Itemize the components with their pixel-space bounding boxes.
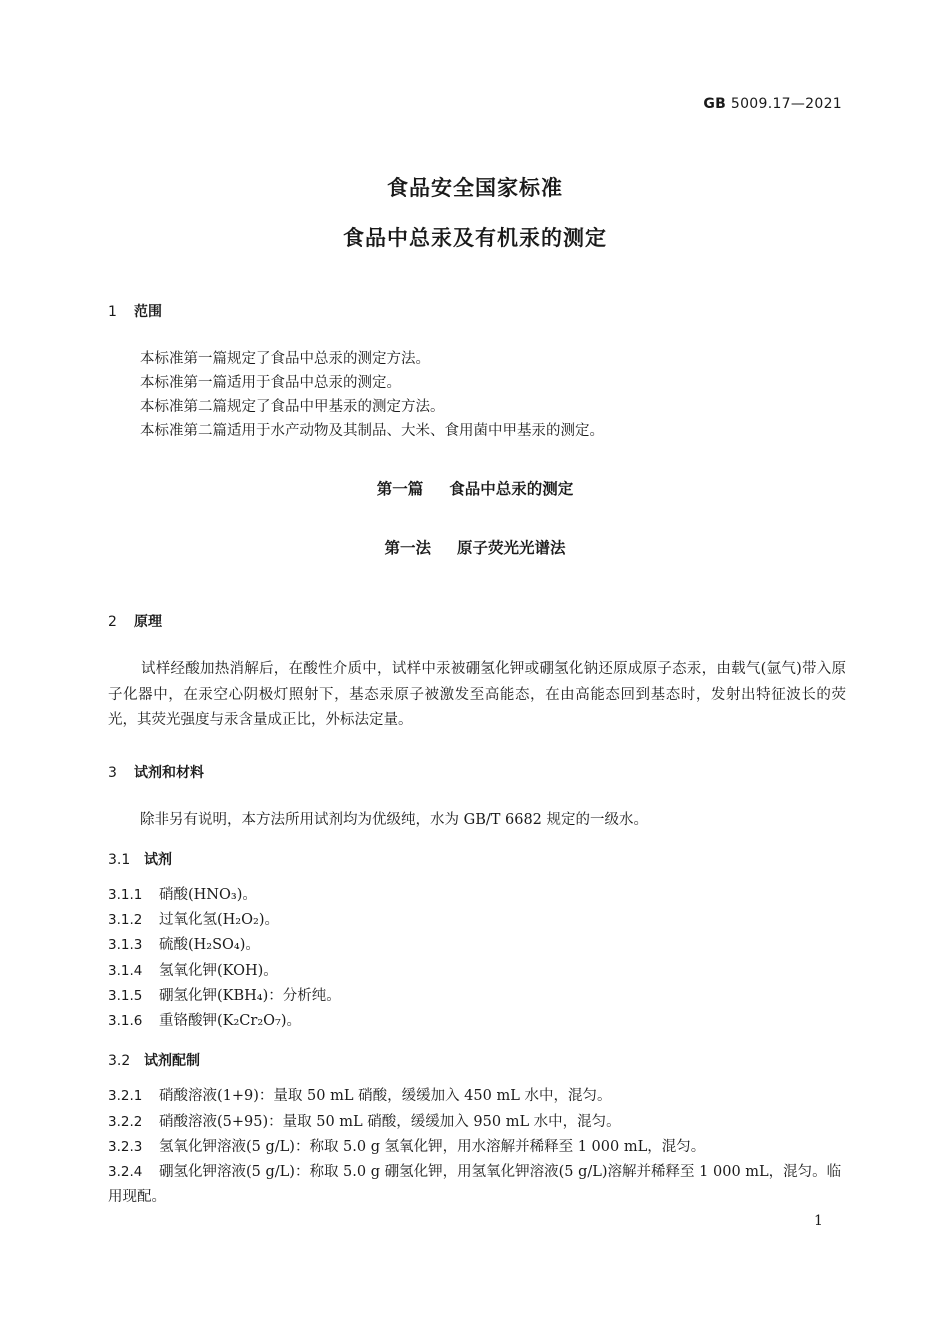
preparation-item: [108, 1160, 848, 1210]
preparation-item: [108, 1135, 705, 1159]
preparation-item: [108, 1110, 621, 1134]
section-2-heading: [108, 611, 162, 631]
method-label: 第一法: [384, 539, 431, 557]
section-title: 试剂和材料: [134, 765, 204, 781]
section-number: 3: [108, 765, 117, 781]
item-text: 氢氧化钾溶液(5 g/L)：称取 5.0 g 氢氧化钾，用水溶解并稀释至 1 000 mL，混匀。: [159, 1139, 706, 1155]
scope-line: 本标准第二篇适用于水产动物及其制品、大米、食用菌中甲基汞的测定。: [140, 423, 604, 439]
item-text: 硝酸溶液(5+95)：量取 50 mL 硝酸，缓缓加入 950 mL 水中，混匀。: [159, 1114, 621, 1130]
method-heading: [0, 536, 950, 558]
item-text: 硫酸(H₂SO₄)。: [159, 937, 260, 953]
reagent-item: [108, 933, 260, 957]
standard-prefix: GB: [703, 96, 727, 112]
section-3-heading: [108, 762, 204, 782]
item-number: 3.1.3: [108, 937, 143, 953]
section-number: 2: [108, 614, 117, 630]
item-number: 3.1.1: [108, 887, 143, 903]
method-title: 原子荧光光谱法: [457, 539, 566, 557]
item-number: 3.1.2: [108, 912, 143, 928]
item-number: 3.2.1: [108, 1088, 143, 1104]
reagent-item: [108, 1009, 301, 1033]
section-1-heading: [108, 301, 162, 321]
reagent-item: [108, 908, 279, 932]
section-3-2-heading: [108, 1050, 200, 1070]
reagent-item: [108, 959, 278, 983]
section-title: 范围: [134, 304, 162, 320]
section-title: 原理: [134, 614, 162, 630]
item-number: 3.2.2: [108, 1114, 143, 1130]
document-subtitle: 食品中总汞及有机汞的测定: [343, 226, 607, 250]
item-text: 氢氧化钾(KOH)。: [159, 963, 278, 979]
scope-line: 本标准第一篇适用于食品中总汞的测定。: [140, 375, 401, 391]
item-text: 重铬酸钾(K₂Cr₂O₇)。: [159, 1013, 301, 1029]
item-number: 3.1.6: [108, 1013, 143, 1029]
section-number: 1: [108, 304, 117, 320]
item-text: 硼氢化钾溶液(5 g/L)：称取 5.0 g 硼氢化钾，用氢氧化钾溶液(5 g/L)溶解并稀释至 1 000 mL，混匀。临用现配。: [108, 1164, 842, 1205]
part-heading: [0, 477, 950, 499]
item-text: 硝酸溶液(1+9)：量取 50 mL 硝酸，缓缓加入 450 mL 水中，混匀。: [159, 1088, 612, 1104]
scope-list: [140, 347, 604, 443]
part-title: 食品中总汞的测定: [449, 480, 574, 498]
preparation-item: [108, 1084, 611, 1108]
reagent-item: [108, 883, 257, 907]
item-text: 硼氢化钾(KBH₄)：分析纯。: [159, 988, 341, 1004]
scope-line: 本标准第二篇规定了食品中甲基汞的测定方法。: [140, 399, 445, 415]
item-number: 3.2.4: [108, 1164, 143, 1180]
reagent-item: [108, 984, 341, 1008]
standard-code: 5009.17—2021: [730, 96, 842, 112]
item-text: 硝酸(HNO₃)。: [159, 887, 257, 903]
reagents-intro: 除非另有说明，本方法所用试剂均为优级纯，水为 GB/T 6682 规定的一级水。: [140, 812, 649, 828]
section-title: 试剂配制: [144, 1053, 200, 1069]
part-label: 第一篇: [376, 480, 424, 498]
item-number: 3.1.4: [108, 963, 143, 979]
item-number: 3.2.3: [108, 1139, 143, 1155]
principle-paragraph: 试样经酸加热消解后，在酸性介质中，试样中汞被硼氢化钾或硼氢化钠还原成原子态汞，由载气(氩气)带入原子化器中，在汞空心阴极灯照射下，基态汞原子被激发至高能态，在由高能态回到基态时，发射出特征波长的荧光，其荧光强度与汞含量成正比，外标法定量。: [108, 661, 846, 728]
page-number: 1: [814, 1213, 823, 1229]
standard-number: [703, 96, 842, 112]
section-3-1-heading: [108, 849, 172, 869]
item-text: 过氧化氢(H₂O₂)。: [159, 912, 279, 928]
item-number: 3.1.5: [108, 988, 143, 1004]
document-title: 食品安全国家标准: [387, 176, 563, 200]
section-title: 试剂: [144, 852, 172, 868]
section-number: 3.1: [108, 852, 131, 868]
section-number: 3.2: [108, 1053, 131, 1069]
scope-line: 本标准第一篇规定了食品中总汞的测定方法。: [140, 351, 430, 367]
